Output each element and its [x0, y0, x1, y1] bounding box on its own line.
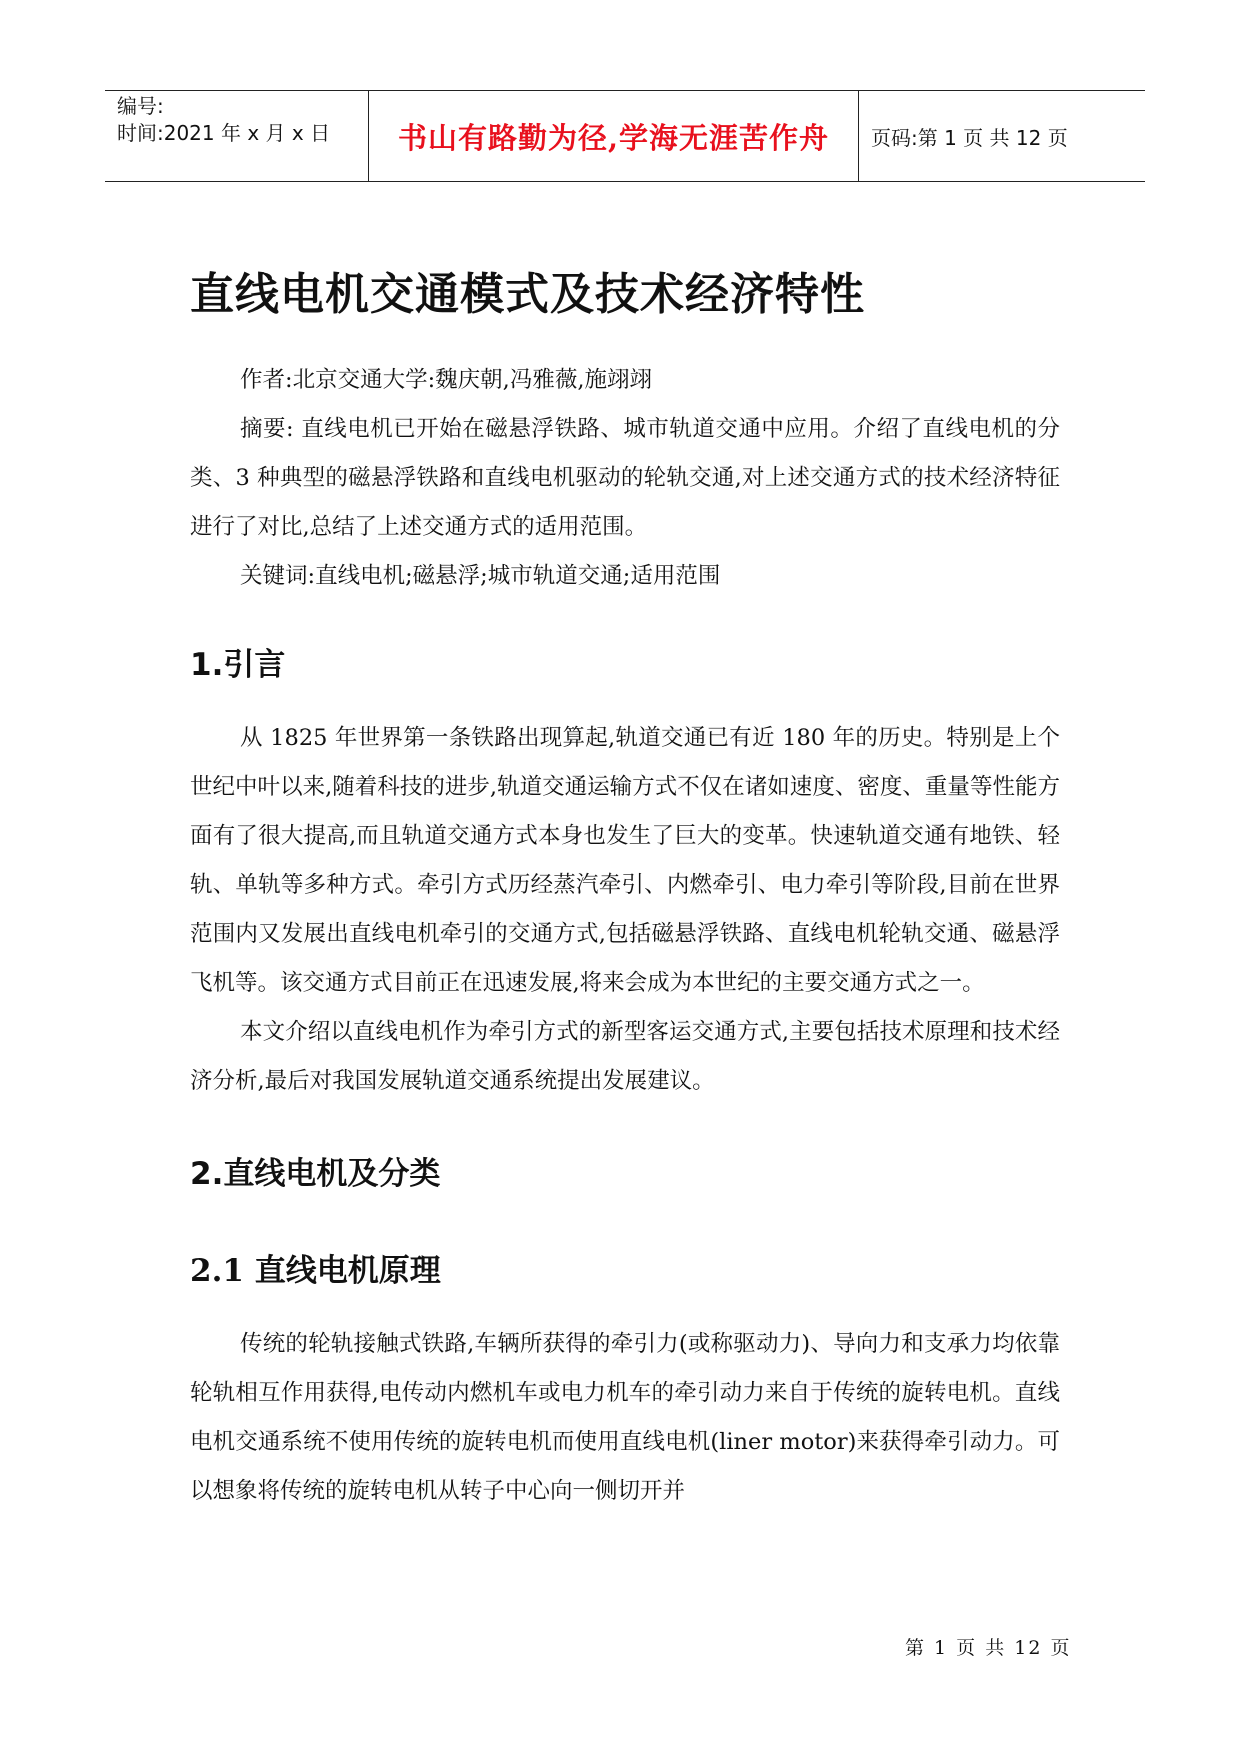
abstract-paragraph: 摘要: 直线电机已开始在磁悬浮铁路、城市轨道交通中应用。介绍了直线电机的分类、3 种典型的磁悬浮铁路和直线电机驱动的轮轨交通,对上述交通方式的技术经济特征进行了对比,总结了上述交通方式的适用范围。	[190, 416, 1060, 540]
document-number-label: 编号:	[117, 94, 164, 118]
subsection-heading-principle: 2.1 直线电机原理	[190, 1253, 441, 1289]
section-heading-linear-motor: 2.直线电机及分类	[190, 1156, 441, 1192]
document-title: 直线电机交通模式及技术经济特性	[190, 269, 865, 320]
header-info-cell	[105, 91, 369, 181]
author-line: 作者:北京交通大学:魏庆朝,冯雅薇,施翊翊	[240, 367, 652, 393]
body-paragraph: 传统的轮轨接触式铁路,车辆所获得的牵引力(或称驱动力)、导向力和支承力均依靠轮轨相互作用获得,电传动内燃机车或电力机车的牵引动力来自于传统的旋转电机。直线电机交通系统不使用传统的旋转电机而使用直线电机(liner motor)来获得牵引动力。可以想象将传统的旋转电机从转子中心向一侧切开并	[190, 1331, 1060, 1504]
document-body	[190, 240, 1060, 1516]
page-footer: 第 1 页 共 12 页	[905, 1637, 1072, 1659]
body-paragraph: 从 1825 年世界第一条铁路出现算起,轨道交通已有近 180 年的历史。特别是上个世纪中叶以来,随着科技的进步,轨道交通运输方式不仅在诸如速度、密度、重量等性能方面有了很大提高,而且轨道交通方式本身也发生了巨大的变革。快速轨道交通有地铁、轻轨、单轨等多种方式。牵引方式历经蒸汽牵引、内燃牵引、电力牵引等阶段,目前在世界范围内又发展出直线电机牵引的交通方式,包括磁悬浮铁路、直线电机轮轨交通、磁悬浮飞机等。该交通方式目前正在迅速发展,将来会成为本世纪的主要交通方式之一。	[190, 725, 1060, 996]
body-paragraph: 本文介绍以直线电机作为牵引方式的新型客运交通方式,主要包括技术原理和技术经济分析,最后对我国发展轨道交通系统提出发展建议。	[190, 1019, 1060, 1094]
keywords-line: 关键词:直线电机;磁悬浮;城市轨道交通;适用范围	[240, 563, 721, 589]
header-page-number: 页码:第 1 页 共 12 页	[871, 125, 1068, 150]
header-motto: 书山有路勤为径,学海无涯苦作舟	[369, 91, 859, 181]
document-time-label: 时间:2021 年 x 月 x 日	[117, 121, 331, 145]
page-header	[105, 90, 1145, 182]
section-heading-introduction: 1.引言	[190, 647, 286, 683]
document-meta	[190, 356, 1060, 601]
